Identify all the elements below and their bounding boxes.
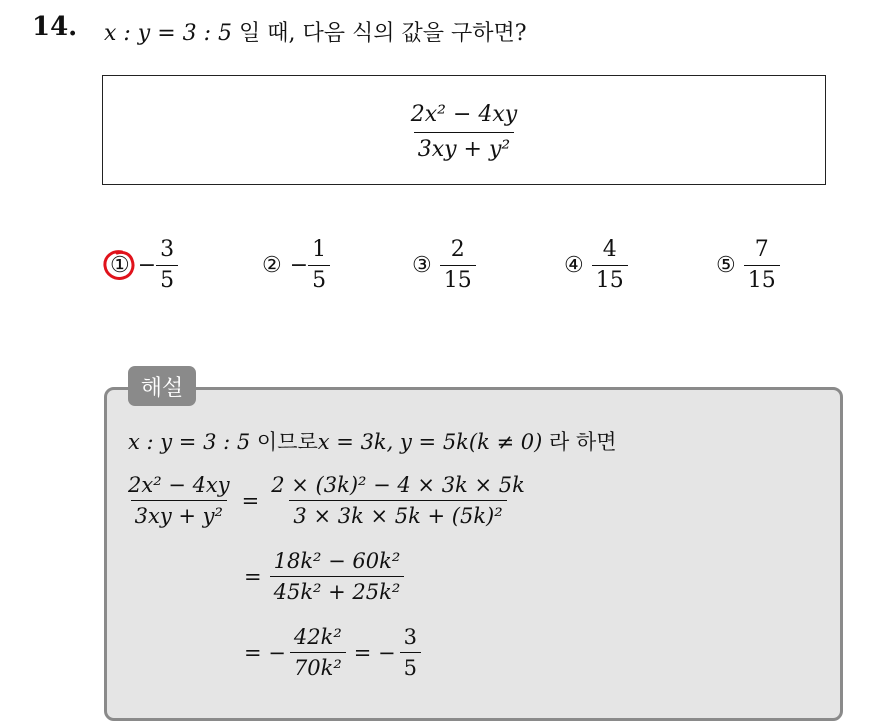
solution-step-3 bbox=[244, 622, 421, 683]
choice-4[interactable] bbox=[564, 235, 628, 296]
step3-numerator: 42k² bbox=[293, 625, 342, 649]
choice-denominator: 15 bbox=[744, 265, 780, 296]
step3-result-denominator: 5 bbox=[400, 652, 421, 683]
step1-lhs bbox=[124, 470, 234, 531]
solution-substitution: x = 3k, y = 5k(k ≠ 0) bbox=[317, 430, 543, 454]
choice-numerator: 3 bbox=[160, 237, 175, 262]
step1-denominator: 3 × 3k × 5k + (5k)² bbox=[289, 500, 506, 531]
step1-lhs-numerator: 2x² − 4xy bbox=[128, 473, 230, 497]
choice-marker: ② bbox=[262, 253, 282, 278]
step3-equals: = − bbox=[244, 640, 286, 665]
expression-denominator: 3xy + y² bbox=[414, 132, 515, 167]
choice-fraction bbox=[440, 235, 476, 296]
solution-step-1 bbox=[124, 470, 529, 531]
step3-result-numerator: 3 bbox=[403, 625, 417, 649]
solution-step-2 bbox=[244, 546, 404, 607]
choice-2[interactable] bbox=[262, 235, 330, 296]
question-text bbox=[104, 16, 527, 47]
solution-label: 해설 bbox=[128, 366, 196, 406]
step2-equals: = bbox=[244, 564, 262, 589]
expression-box bbox=[102, 75, 826, 185]
choice-marker: ③ bbox=[412, 253, 432, 278]
choice-fraction bbox=[308, 235, 330, 296]
choice-fraction bbox=[156, 235, 178, 296]
step3-equals-2: = − bbox=[353, 640, 396, 665]
question-number: 14. bbox=[32, 12, 78, 42]
choice-denominator: 15 bbox=[592, 265, 628, 296]
answer-mark-icon bbox=[102, 248, 136, 282]
expression-fraction bbox=[407, 98, 521, 167]
choice-denominator: 5 bbox=[308, 265, 330, 296]
step2-numerator: 18k² − 60k² bbox=[273, 549, 401, 573]
question-prompt: 일 때, 다음 식의 값을 구하면? bbox=[232, 21, 527, 46]
choice-numerator: 7 bbox=[754, 237, 769, 262]
choice-numerator: 1 bbox=[312, 237, 327, 262]
question-condition: x : y = 3 : 5 bbox=[104, 21, 233, 46]
step1-equals: = bbox=[241, 488, 260, 513]
step2-fraction bbox=[270, 546, 405, 607]
choice-marker: ④ bbox=[564, 253, 584, 278]
solution-intro bbox=[128, 426, 617, 456]
choice-fraction bbox=[592, 235, 628, 296]
step3-result bbox=[400, 622, 421, 683]
choice-sign: − bbox=[289, 253, 309, 278]
step1-rhs bbox=[267, 470, 529, 531]
expression-numerator: 2x² − 4xy bbox=[410, 102, 518, 127]
solution-connector-2: 라 하면 bbox=[542, 430, 617, 454]
choice-denominator: 15 bbox=[440, 265, 476, 296]
choice-5[interactable] bbox=[716, 235, 780, 296]
solution-connector: 이므로 bbox=[250, 430, 318, 454]
step1-lhs-denominator: 3xy + y² bbox=[131, 500, 227, 531]
choice-denominator: 5 bbox=[156, 265, 178, 296]
choice-numerator: 4 bbox=[602, 237, 617, 262]
choice-3[interactable] bbox=[412, 235, 476, 296]
choice-numerator: 2 bbox=[450, 237, 465, 262]
choice-fraction bbox=[744, 235, 780, 296]
choice-marker: ① bbox=[110, 253, 130, 278]
solution-ratio: x : y = 3 : 5 bbox=[128, 430, 251, 454]
choice-marker: ⑤ bbox=[716, 253, 736, 278]
step1-numerator: 2 × (3k)² − 4 × 3k × 5k bbox=[271, 473, 525, 497]
step3-denominator: 70k² bbox=[290, 652, 346, 683]
step3-fraction bbox=[290, 622, 346, 683]
choice-sign: − bbox=[137, 253, 157, 278]
step2-denominator: 45k² + 25k² bbox=[270, 576, 405, 607]
expression bbox=[103, 98, 825, 167]
